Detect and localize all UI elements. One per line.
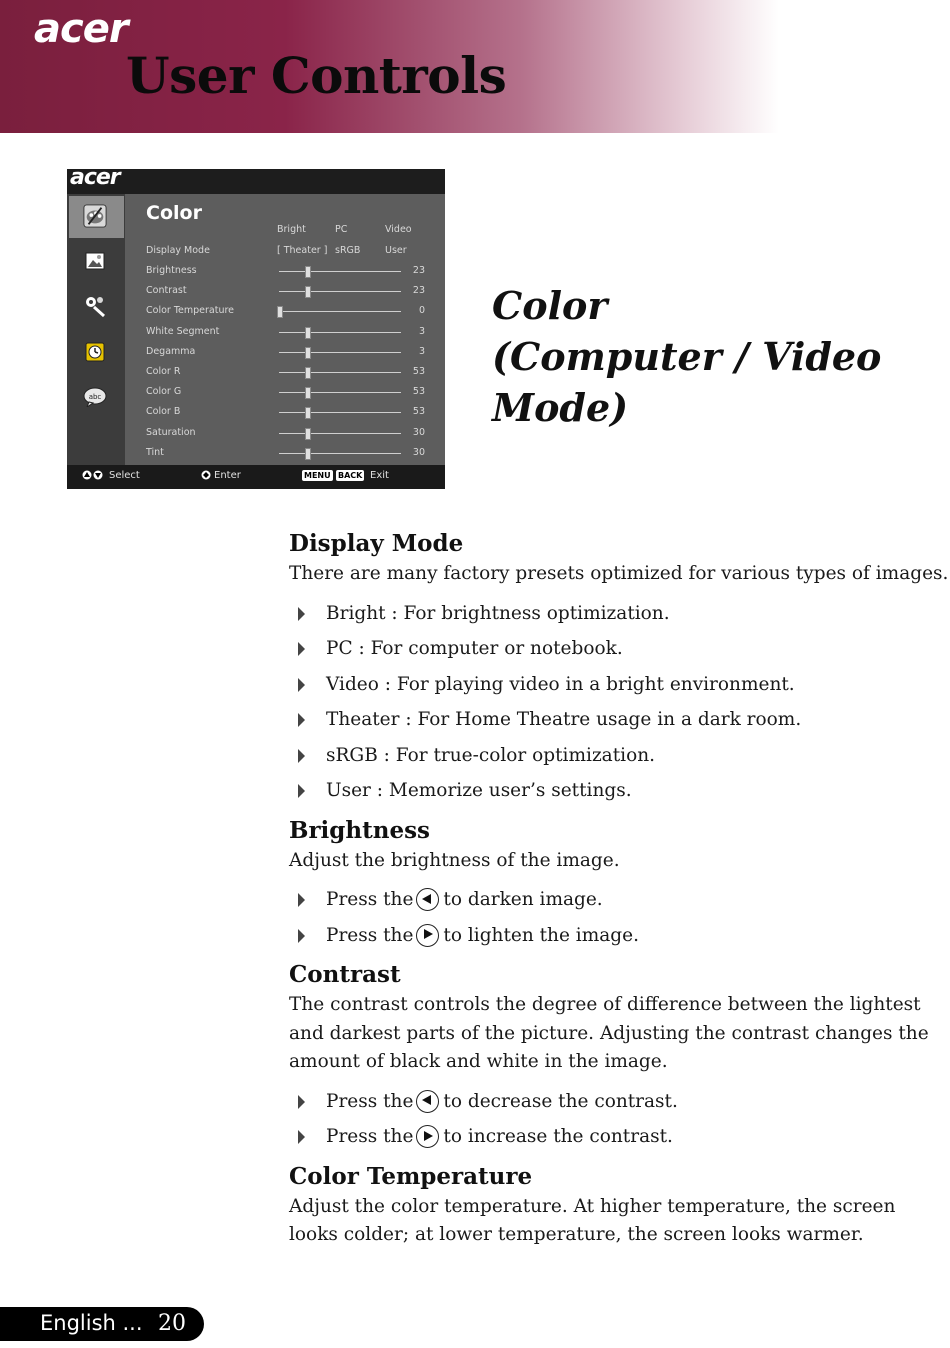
osd-row-saturation[interactable] (125, 427, 445, 447)
list-item: Press the to lighten the image. (289, 918, 949, 954)
osd-slider-track[interactable] (279, 412, 401, 413)
bullet-arrow-icon (298, 1130, 305, 1144)
osd-slider-thumb[interactable] (305, 266, 311, 278)
contrast-heading: Contrast (289, 961, 401, 988)
brightness-heading: Brightness (289, 816, 430, 844)
acer-logo: acer (34, 6, 128, 52)
contrast-intro-line: and darkest parts of the picture. Adjusting the contrast changes the (289, 1022, 929, 1044)
osd-row-value: 3 (418, 325, 425, 337)
footer-language: English ... (40, 1311, 143, 1335)
bullet-arrow-icon (298, 607, 305, 621)
menu-key: MENU (304, 471, 331, 480)
display-mode-heading: Display Mode (289, 530, 464, 557)
bullet-arrow-icon (298, 713, 305, 727)
osd-row-label: Brightness (146, 265, 197, 276)
page-number: 20 (158, 1311, 186, 1336)
right-arrow-button-icon (416, 1125, 439, 1148)
osd-slider-track[interactable] (279, 332, 401, 333)
section-heading-line: (Computer / Video (492, 334, 882, 379)
list-item: Theater : For Home Theatre usage in a dark room. (289, 702, 949, 738)
osd-slider-track[interactable] (279, 352, 401, 353)
language-icon (83, 385, 107, 409)
bullet-arrow-icon (298, 749, 305, 763)
osd-column-video: Video (385, 224, 412, 235)
osd-enter-label: Enter (214, 470, 241, 481)
osd-slider-thumb[interactable] (277, 306, 283, 318)
color-temperature-intro-line: looks colder; at lower temperature, the screen looks warmer. (289, 1224, 864, 1245)
left-right-arrows-icon (201, 470, 211, 483)
osd-slider-track[interactable] (279, 271, 401, 272)
image-icon (83, 249, 107, 273)
osd-row-label: White Segment (146, 325, 220, 337)
osd-slider-track[interactable] (279, 433, 401, 434)
timer-icon (83, 340, 107, 364)
osd-row-color-b[interactable] (125, 406, 445, 426)
bullet-arrow-icon (298, 1095, 305, 1109)
osd-row-value: 53 (412, 366, 425, 377)
osd-row-label: Tint (146, 446, 164, 458)
display-mode-list (289, 596, 949, 809)
osd-slider-track[interactable] (279, 311, 401, 312)
osd-row-label: Display Mode (146, 245, 210, 256)
list-item: Video : For playing video in a bright environment. (289, 667, 949, 703)
list-item: Press the to increase the contrast. (289, 1119, 949, 1155)
osd-row-display-mode[interactable] (125, 245, 445, 265)
osd-column-bright: Bright (277, 224, 306, 235)
back-key: BACK (338, 471, 363, 480)
osd-row-contrast[interactable] (125, 285, 445, 305)
osd-slider-thumb[interactable] (305, 407, 311, 419)
bullet-arrow-icon (298, 929, 305, 943)
osd-row-label: Color B (146, 406, 181, 418)
osd-row-value: 30 (412, 426, 425, 438)
osd-row-label: Degamma (146, 345, 196, 357)
osd-row-tint[interactable] (125, 447, 445, 467)
osd-slider-thumb[interactable] (305, 347, 311, 359)
list-item: Press the to darken image. (289, 882, 949, 918)
osd-row-degamma[interactable] (125, 346, 445, 366)
osd-main-panel (125, 194, 445, 465)
list-item: Press the to decrease the contrast. (289, 1084, 949, 1120)
osd-select-label: Select (109, 470, 140, 481)
osd-slider-track[interactable] (279, 392, 401, 393)
osd-row-label: Contrast (146, 285, 187, 297)
osd-row-brightness[interactable] (125, 265, 445, 285)
list-item: PC : For computer or notebook. (289, 631, 949, 667)
osd-row-label: Color Temperature (146, 305, 235, 317)
osd-slider-track[interactable] (279, 453, 401, 454)
osd-row-value: 53 (412, 386, 425, 398)
section-heading (492, 280, 942, 433)
header-banner (0, 0, 950, 133)
up-down-arrows-icon (82, 470, 104, 483)
osd-column-pc: PC (335, 224, 348, 235)
osd-row-value: 30 (412, 446, 425, 458)
osd-row-white-segment[interactable] (125, 326, 445, 346)
bullet-arrow-icon (298, 784, 305, 798)
section-heading-line: Color (492, 283, 608, 328)
osd-slider-thumb[interactable] (305, 428, 311, 440)
svg-text:abc: abc (88, 393, 102, 401)
osd-slider-thumb[interactable] (305, 367, 311, 379)
osd-slider-thumb[interactable] (305, 286, 311, 298)
list-item: sRGB : For true-color optimization. (289, 738, 949, 774)
osd-row-value: 53 (412, 406, 425, 418)
brightness-intro: Adjust the brightness of the image. (289, 849, 620, 871)
osd-slider-thumb[interactable] (305, 387, 311, 399)
left-arrow-button-icon (416, 1090, 439, 1113)
color-temperature-intro-line: Adjust the color temperature. At higher temperature, the screen (289, 1195, 896, 1217)
osd-mode-value: User (385, 245, 407, 256)
osd-top-bar (67, 165, 445, 194)
brightness-list (289, 882, 949, 953)
list-item: User : Memorize user’s settings. (289, 773, 949, 809)
left-arrow-button-icon (416, 888, 439, 911)
osd-row-value: 0 (418, 305, 425, 317)
display-mode-intro: There are many factory presets optimized for various types of images. (289, 563, 949, 584)
bullet-arrow-icon (298, 678, 305, 692)
osd-row-label: Saturation (146, 426, 196, 438)
osd-mode-value: sRGB (335, 245, 361, 256)
section-heading-line: Mode) (492, 385, 629, 430)
color-temperature-heading: Color Temperature (289, 1162, 533, 1190)
osd-menu-screenshot (67, 165, 445, 489)
osd-row-label: Color R (146, 366, 181, 377)
osd-row-label: Color G (146, 386, 182, 398)
osd-row-value: 23 (412, 265, 425, 276)
body-content (289, 528, 949, 1250)
osd-slider-thumb[interactable] (305, 448, 311, 460)
osd-row-color-temperature[interactable] (125, 305, 445, 325)
osd-slider-thumb[interactable] (305, 327, 311, 339)
osd-row-value: 23 (412, 285, 425, 297)
contrast-intro-line: The contrast controls the degree of difference between the lightest (289, 994, 921, 1015)
osd-acer-logo: acer (70, 165, 120, 190)
bullet-arrow-icon (298, 642, 305, 656)
osd-row-value: 3 (418, 345, 425, 357)
list-item: Bright : For brightness optimization. (289, 596, 949, 632)
osd-row-color-g[interactable] (125, 386, 445, 406)
osd-heading: Color (146, 202, 202, 224)
osd-mode-value: [ Theater ] (277, 245, 328, 256)
contrast-list (289, 1084, 949, 1155)
bullet-arrow-icon (298, 893, 305, 907)
osd-bottom-bar (67, 465, 445, 489)
osd-slider-track[interactable] (279, 372, 401, 373)
osd-exit-label: Exit (370, 470, 389, 481)
page-footer (0, 1307, 204, 1341)
settings-wrench-icon (83, 294, 107, 318)
page-title: User Controls (126, 46, 507, 105)
osd-slider-track[interactable] (279, 291, 401, 292)
right-arrow-button-icon (416, 924, 439, 947)
osd-sidebar (67, 194, 125, 465)
contrast-intro-line: amount of black and white in the image. (289, 1051, 668, 1072)
color-palette-icon (83, 204, 107, 228)
osd-row-color-r[interactable] (125, 366, 445, 386)
